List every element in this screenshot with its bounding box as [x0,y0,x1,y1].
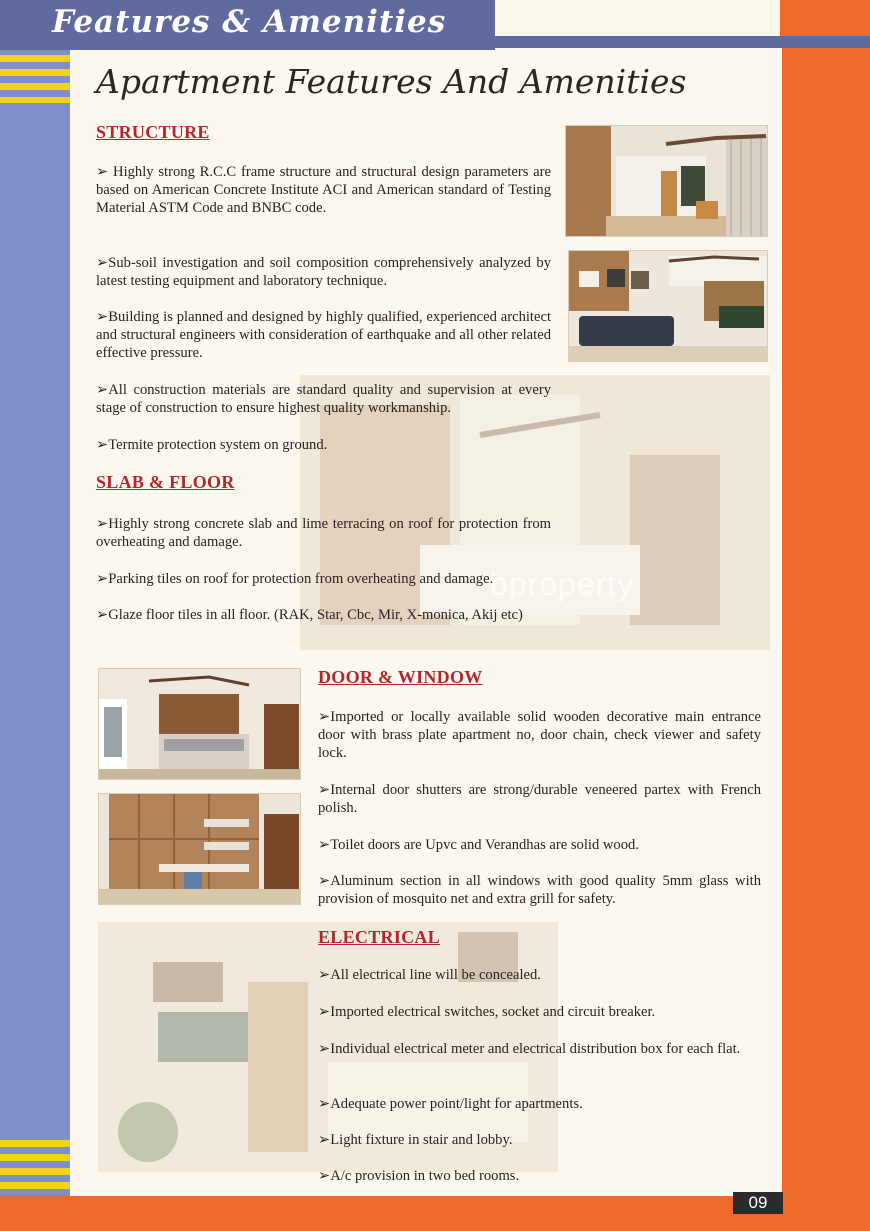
electrical-heading: ELECTRICAL [318,927,441,947]
right-orange-bar [780,0,870,1231]
door-window-heading: DOOR & WINDOW [318,667,483,687]
header-rule [495,36,870,48]
header-title: Features & Amenities [52,4,447,40]
door-window-item-1: ➢Imported or locally available solid wooden decorative main entrance door with brass plate apartment no, door chain, check viewer and safety lock. [318,709,761,761]
structure-item-2: ➢Sub-soil investigation and soil composition comprehensively analyzed by latest testing equipment and laboratory technique. [96,255,551,289]
structure-item-1: ➢ Highly strong R.C.C frame structure and structural design parameters are based on American Concrete Institute ACI and American standard of Testing Material ASTM Code and BNBC code. [96,164,551,216]
structure-item-4: ➢All construction materials are standard quality and supervision at every stage of construction to ensure highest quality workmanship. [96,382,551,416]
electrical-item-3: ➢Individual electrical meter and electrical distribution box for each flat. [318,1041,741,1057]
door-window-item-4: ➢Aluminum section in all windows with good quality 5mm glass with provision of mosquito net and extra grill for safety. [318,873,761,907]
interior-photo-4 [98,793,301,905]
page-title: Apartment Features And Amenities [96,62,687,101]
electrical-item-4: ➢Adequate power point/light for apartments. [318,1096,583,1112]
page-number-badge [733,1192,783,1214]
left-blue-bar [0,48,72,1196]
page-number: 09 [748,1193,768,1212]
interior-photo-1 [565,125,768,237]
door-window-item-2: ➢Internal door shutters are strong/durable veneered partex with French polish. [318,782,761,816]
structure-item-5: ➢Termite protection system on ground. [96,437,328,453]
slab-floor-item-2: ➢Parking tiles on roof for protection from overheating and damage. [96,571,494,587]
slab-floor-item-3: ➢Glaze floor tiles in all floor. (RAK, Star, Cbc, Mir, X-monica, Akij etc) [96,607,523,623]
electrical-item-5: ➢Light fixture in stair and lobby. [318,1132,513,1148]
left-yellow-stripes-bottom [0,1140,70,1190]
slab-floor-heading: SLAB & FLOOR [96,472,235,492]
door-window-item-3: ➢Toilet doors are Upvc and Verandhas are solid wood. [318,837,639,853]
watermark: bproperty [490,566,635,602]
structure-heading: STRUCTURE [96,122,210,142]
electrical-item-2: ➢Imported electrical switches, socket and circuit breaker. [318,1004,656,1020]
structure-item-3: ➢Building is planned and designed by highly qualified, experienced architect and structural engineers with consideration of earthquake and all other related effective pressure. [96,309,551,361]
electrical-item-1: ➢All electrical line will be concealed. [318,967,541,983]
electrical-item-6: ➢A/c provision in two bed rooms. [318,1168,520,1184]
left-yellow-stripes-top [0,55,70,103]
slab-floor-item-1: ➢Highly strong concrete slab and lime terracing on roof for protection from overheating and damage. [96,516,551,550]
interior-photo-2 [568,250,768,362]
interior-photo-3 [98,668,301,780]
